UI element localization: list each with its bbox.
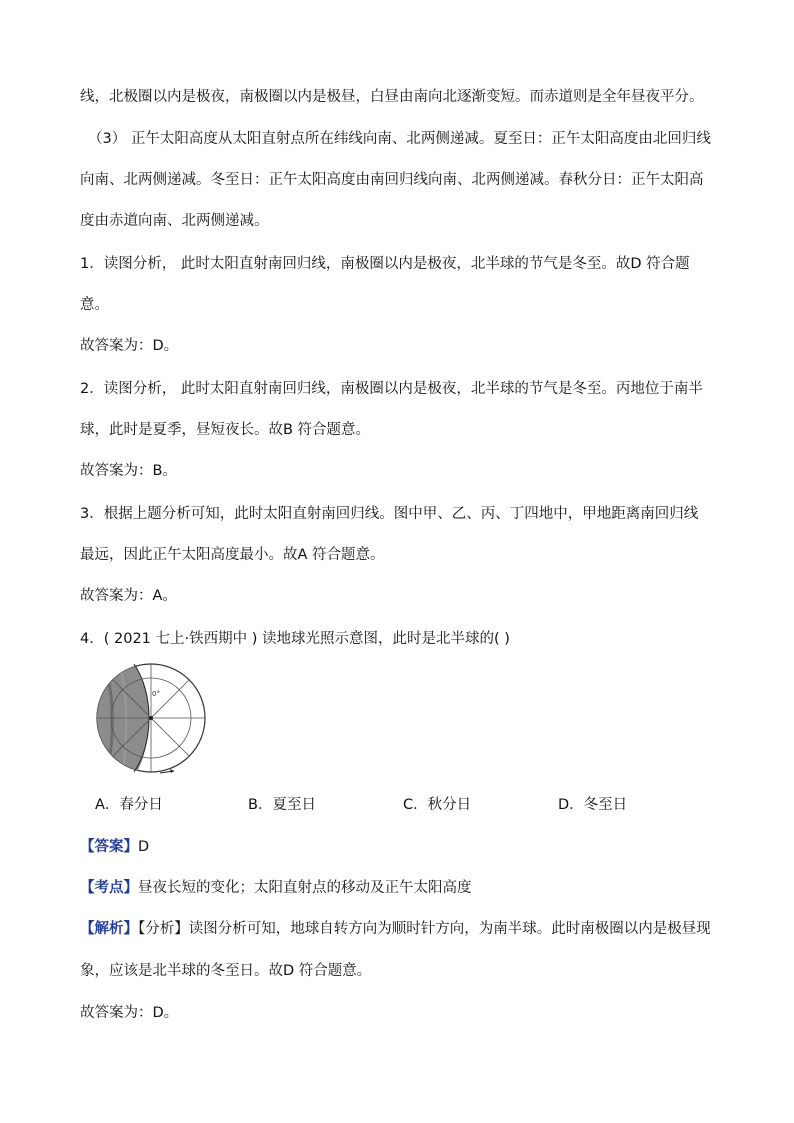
text-line: 度由赤道向南、北两侧递减。 (80, 213, 269, 229)
answer-line (80, 837, 149, 857)
text-line: 向南、北两侧递减。冬至日：正午太阳高度由南回归线向南、北两侧递减。春秋分日：正午太阳高 (80, 172, 704, 188)
answer-value: D (138, 839, 150, 855)
text-line: 球，此时是夏季，昼短夜长。故B 符合题意。 (80, 422, 371, 438)
analysis-line (80, 919, 711, 939)
text-line: 故答案为：B。 (80, 463, 177, 479)
arrow-head-icon (170, 769, 174, 773)
option-c: C．秋分日 (403, 797, 472, 813)
figure-label: 0° (152, 690, 160, 698)
point-line (80, 878, 472, 898)
point-label: 【考点】 (80, 880, 138, 896)
earth-illumination-figure (94, 663, 212, 778)
text-line: 故答案为：A。 (80, 588, 177, 604)
earth-illumination-diagram (94, 663, 212, 778)
text-line: 故答案为：D。 (80, 1005, 179, 1021)
point-value: 昼夜长短的变化；太阳直射点的移动及正午太阳高度 (138, 880, 472, 896)
text-line: 1．读图分析， 此时太阳直射南回归线，南极圈以内是极夜，北半球的节气是冬至。故D 符合题 (80, 256, 690, 272)
question-4-stem: 4．( 2021 七上·铁西期中 ) 读地球光照示意图，此时是北半球的( ) (80, 631, 510, 647)
text-line: 2．读图分析， 此时太阳直射南回归线，南极圈以内是极夜，北半球的节气是冬至。丙地位于南半 (80, 381, 703, 397)
text-line: 3．根据上题分析可知，此时太阳直射南回归线。图中甲、乙、丙、丁四地中，甲地距离南回归线 (80, 506, 699, 522)
text-line: 意。 (80, 297, 109, 313)
option-d: D．冬至日 (558, 797, 628, 813)
text-line: （3） 正午太阳高度从太阳直射点所在纬线向南、北两侧递减。夏至日：正午太阳高度由北回归线 (88, 131, 711, 147)
text-line: 线，北极圈以内是极夜，南极圈以内是极昼，白昼由南向北逐渐变短。而赤道则是全年昼夜平分。 (80, 89, 704, 105)
analysis-text: 【分析】读图分析可知，地球自转方向为顺时针方向，为南半球。此时南极圈以内是极昼现 (138, 921, 711, 937)
option-a: A．春分日 (95, 797, 163, 813)
text-line: 最远，因此正午太阳高度最小。故A 符合题意。 (80, 547, 385, 563)
pole-point (149, 716, 153, 720)
analysis-label: 【解析】 (80, 921, 138, 937)
text-line: 象，应该是北半球的冬至日。故D 符合题意。 (80, 963, 372, 979)
text-line: 故答案为：D。 (80, 338, 179, 354)
answer-label: 【答案】 (80, 839, 138, 855)
option-b: B．夏至日 (248, 797, 316, 813)
